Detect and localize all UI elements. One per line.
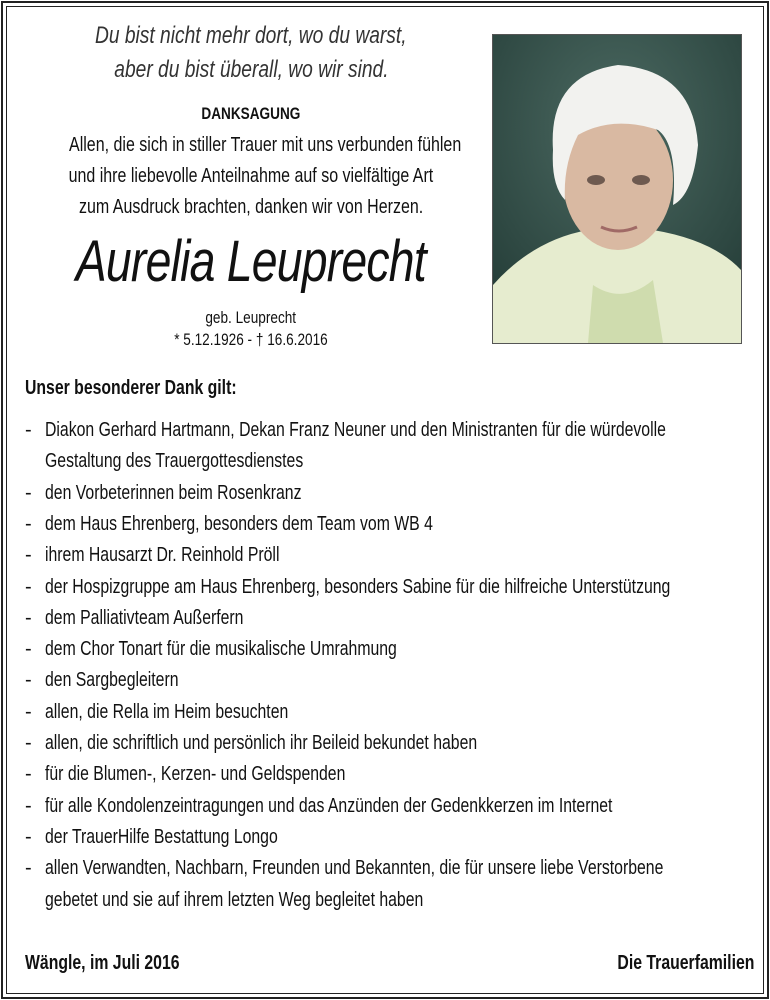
motto-text-2: aber du bist überall, wo wir sind. [113, 56, 389, 83]
list-item-text: der Hospizgruppe am Haus Ehrenberg, besonders Sabine für die hilfreiche Unterstützung [45, 575, 671, 598]
motto-line-2 [20, 56, 482, 84]
bullet-dash: - [25, 575, 32, 598]
bullet-dash: - [25, 857, 32, 880]
name-text: Aurelia Leuprecht [75, 229, 427, 294]
maiden-name [20, 308, 482, 328]
life-dates [20, 330, 482, 350]
intro-line-2 [20, 165, 482, 188]
bullet-dash: - [25, 606, 32, 629]
bullet-dash: - [25, 669, 32, 692]
list-item-text: Diakon Gerhard Hartmann, Dekan Franz Neuner und den Ministranten für die würdevolle [45, 419, 666, 441]
motto-text-1: Du bist nicht mehr dort, wo du warst, [95, 22, 407, 49]
place-date-text: Wängle, im Juli 2016 [25, 952, 180, 974]
maiden-text: geb. Leuprecht [205, 308, 297, 327]
bullet-dash: - [25, 481, 32, 504]
portrait-photo [492, 34, 742, 344]
list-item-text: für alle Kondolenzeintragungen und das Anzünden der Gedenkkerzen im Internet [45, 794, 613, 817]
list-item-text: für die Blumen-, Kerzen- und Geldspenden [45, 763, 346, 786]
bullet-dash: - [25, 794, 32, 817]
list-item-text: gebetet und sie auf ihrem letzten Weg begleitet haben [45, 888, 424, 911]
bullet-dash: - [25, 700, 32, 723]
motto-line-1 [20, 22, 482, 50]
list-item-text: den Sargbegleitern [45, 669, 179, 692]
dates-text: * 5.12.1926 - † 16.6.2016 [174, 330, 328, 349]
bullet-dash: - [25, 763, 32, 786]
heading-text: DANKSAGUNG [201, 104, 301, 123]
bullet-dash: - [25, 419, 32, 441]
bullet-dash: - [25, 825, 32, 848]
deceased-name [20, 228, 482, 295]
intro-text-2: und ihre liebevolle Anteilnahme auf so vielfältige Art [68, 165, 434, 187]
intro-text-1: Allen, die sich in stiller Trauer mit uns verbunden fühlen [69, 134, 462, 156]
intro-line-1 [20, 134, 482, 157]
signature-text: Die Trauerfamilien [617, 952, 754, 974]
list-item-text: allen, die schriftlich und persönlich ihr Beileid bekundet haben [45, 732, 478, 754]
list-item-text: allen Verwandten, Nachbarn, Freunden und Bekannten, die für unsere liebe Verstorbene [45, 857, 664, 880]
list-item-text: dem Palliativteam Außerfern [45, 606, 244, 629]
list-item-text: allen, die Rella im Heim besuchten [45, 700, 289, 723]
intro-text-3: zum Ausdruck brachten, danken wir von Herzen. [78, 196, 424, 218]
signature [581, 952, 754, 975]
bullet-dash: - [25, 512, 32, 535]
bullet-dash: - [25, 544, 32, 567]
heading [20, 104, 482, 124]
list-item-text: den Vorbeterinnen beim Rosenkranz [45, 481, 302, 504]
thanks-heading-text: Unser besonderer Dank gilt: [25, 377, 237, 399]
bullet-dash: - [25, 732, 32, 754]
intro-line-3 [20, 196, 482, 219]
list-item-text: dem Haus Ehrenberg, besonders dem Team vom WB 4 [45, 512, 433, 535]
bullet-dash: - [25, 638, 32, 661]
list-item-text: Gestaltung des Trauergottesdienstes [45, 450, 304, 473]
list-item-text: ihrem Hausarzt Dr. Reinhold Pröll [45, 544, 280, 567]
list-item-text: der TrauerHilfe Bestattung Longo [45, 825, 278, 848]
portrait-image [493, 35, 741, 343]
list-item-text: dem Chor Tonart für die musikalische Umrahmung [45, 638, 397, 661]
